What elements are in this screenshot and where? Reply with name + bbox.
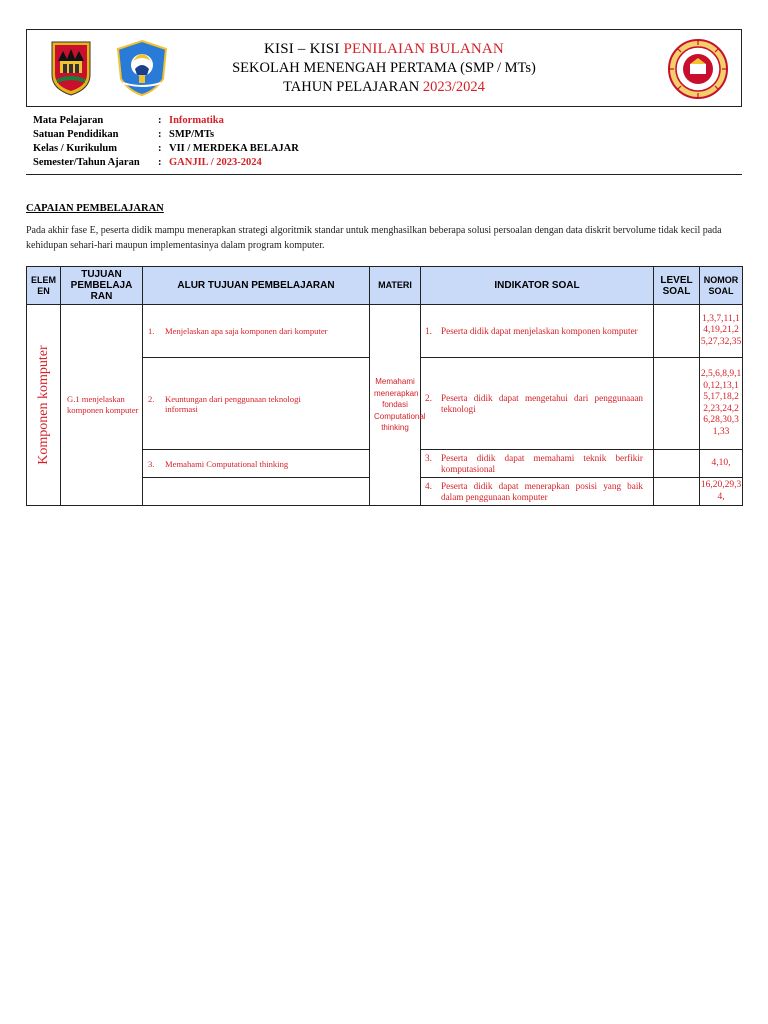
tujuan-cell: G.1 menjelaskan komponen komputer bbox=[61, 305, 143, 506]
level-cell bbox=[654, 478, 700, 506]
nomor-cell: 2,5,6,8,9,10,12,13,15,17,18,22,23,24,26,28,30,31,33 bbox=[700, 358, 743, 450]
nomor-cell: 16,20,29,34, bbox=[700, 478, 743, 506]
alur-item: 1. Menjelaskan apa saja komponen dari komputer bbox=[143, 305, 370, 358]
kisi-table bbox=[26, 266, 743, 506]
indikator-item: 1. Peserta didik dapat menjelaskan komponen komputer bbox=[421, 305, 654, 358]
divider bbox=[26, 174, 742, 175]
indikator-item: 3. Peserta didik dapat memahami teknik berfikir komputasional bbox=[421, 450, 654, 478]
col-tujuan: TUJUAN PEMBELAJA RAN bbox=[61, 267, 143, 305]
materi-cell: Memahami menerapkan fondasi Computational thinking bbox=[370, 305, 421, 506]
header-school-line: SEKOLAH MENENGAH PERTAMA (SMP / MTs) bbox=[232, 60, 536, 76]
level-cell bbox=[654, 305, 700, 358]
capaian-text: Pada akhir fase E, peserta didik mampu menerapkan strategi algoritmik standar untuk menghasilkan beberapa solusi persoalan dengan data diskrit bervolume tidak kecil pada kehidupan sehari-hari maupun implementasinya dalam program komputer. bbox=[26, 225, 722, 251]
indikator-item: 4. Peserta didik dapat menerapkan posisi yang baik dalam penggunaan komputer bbox=[421, 478, 654, 506]
level-cell bbox=[654, 358, 700, 450]
table-header-row bbox=[27, 267, 743, 305]
col-elemen: ELEM EN bbox=[27, 267, 61, 305]
col-level: LEVEL SOAL bbox=[654, 267, 700, 305]
elemen-cell: Komponen komputer bbox=[27, 305, 61, 506]
subject-value: Informatika bbox=[169, 115, 224, 126]
header-title: KISI – KISI PENILAIAN BULANAN bbox=[264, 41, 504, 57]
alur-empty bbox=[143, 478, 370, 506]
semester-value: GANJIL / 2023-2024 bbox=[169, 157, 262, 168]
table-row bbox=[27, 305, 743, 358]
indikator-item: 2. Peserta didik dapat mengetahui dari penggunaaan teknologi bbox=[421, 358, 654, 450]
document-header bbox=[26, 29, 742, 107]
unit-value: SMP/MTs bbox=[169, 129, 215, 140]
col-nomor: NOMOR SOAL bbox=[700, 267, 743, 305]
level-cell bbox=[654, 450, 700, 478]
class-value: VII / MERDEKA BELAJAR bbox=[169, 143, 299, 154]
header-title-block bbox=[27, 40, 741, 97]
col-alur: ALUR TUJUAN PEMBELAJARAN bbox=[143, 267, 370, 305]
col-materi: MATERI bbox=[370, 267, 421, 305]
col-indikator: INDIKATOR SOAL bbox=[421, 267, 654, 305]
nomor-cell: 4,10, bbox=[700, 450, 743, 478]
alur-item: 2. Keuntungan dari penggunaan teknologi informasi bbox=[143, 358, 370, 450]
nomor-cell: 1,3,7,11,14,19,21,25,27,32,35 bbox=[700, 305, 743, 358]
school-seal-logo bbox=[667, 38, 729, 100]
capaian-title: CAPAIAN PEMBELAJARAN bbox=[26, 203, 164, 214]
alur-item: 3. Memahami Computational thinking bbox=[143, 450, 370, 478]
header-year-line: TAHUN PELAJARAN 2023/2024 bbox=[283, 79, 485, 95]
